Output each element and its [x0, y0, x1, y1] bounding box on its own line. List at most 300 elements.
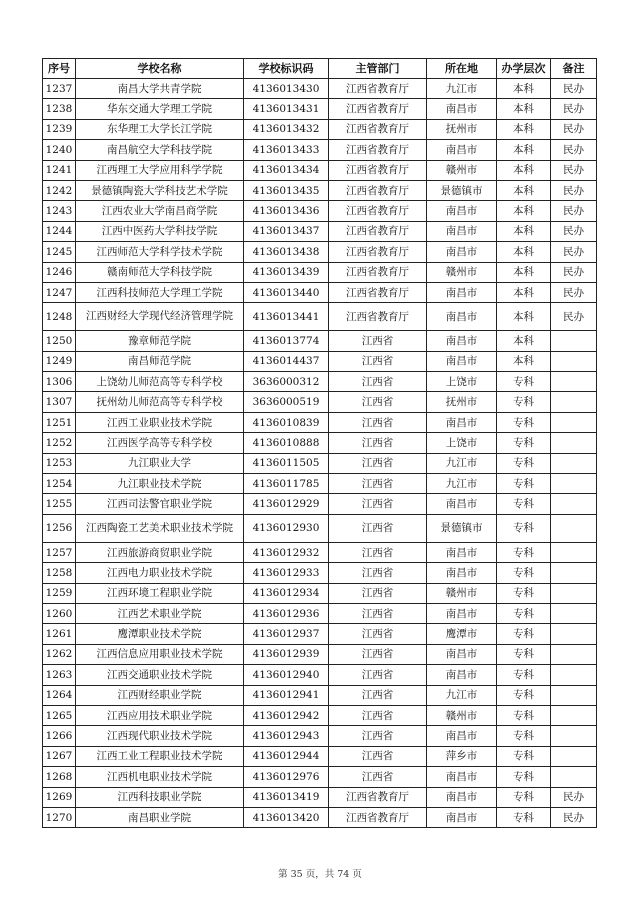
cell-index: 1263 — [43, 665, 76, 685]
cell-school-code: 4136013441 — [244, 303, 329, 331]
cell-school-name: 江西财经大学现代经济管理学院 — [76, 303, 244, 331]
table-row — [43, 453, 597, 473]
cell-school-code: 4136012944 — [244, 746, 329, 766]
cell-location: 南昌市 — [427, 542, 497, 562]
cell-department: 江西省 — [329, 746, 427, 766]
page-footer: 第 35 页，共 74 页 — [278, 869, 362, 880]
cell-location: 赣州市 — [427, 160, 497, 180]
cell-school-name: 江西司法警官职业学院 — [76, 494, 244, 514]
cell-department: 江西省教育厅 — [329, 160, 427, 180]
cell-location: 九江市 — [427, 453, 497, 473]
cell-school-code: 4136012943 — [244, 726, 329, 746]
cell-location: 南昌市 — [427, 563, 497, 583]
cell-location: 九江市 — [427, 685, 497, 705]
table-row — [43, 351, 597, 371]
cell-index: 1262 — [43, 644, 76, 664]
cell-department: 江西省教育厅 — [329, 282, 427, 302]
cell-remark — [551, 412, 597, 432]
table-row — [43, 201, 597, 221]
cell-level: 本科 — [497, 282, 551, 302]
cell-remark: 民办 — [551, 140, 597, 160]
table-row — [43, 474, 597, 494]
header-remark: 备注 — [551, 59, 597, 79]
cell-index: 1243 — [43, 201, 76, 221]
cell-level: 本科 — [497, 180, 551, 200]
cell-school-name: 江西中医药大学科技学院 — [76, 221, 244, 241]
cell-school-code: 4136013420 — [244, 807, 329, 827]
cell-remark — [551, 392, 597, 412]
cell-school-code: 4136013436 — [244, 201, 329, 221]
cell-level: 专科 — [497, 746, 551, 766]
cell-remark: 民办 — [551, 807, 597, 827]
cell-location: 南昌市 — [427, 644, 497, 664]
table-row — [43, 514, 597, 542]
cell-school-name: 九江职业大学 — [76, 453, 244, 473]
cell-location: 南昌市 — [427, 331, 497, 351]
cell-level: 专科 — [497, 665, 551, 685]
cell-school-code: 4136013435 — [244, 180, 329, 200]
cell-index: 1257 — [43, 542, 76, 562]
cell-school-code: 4136013440 — [244, 282, 329, 302]
cell-location: 赣州市 — [427, 583, 497, 603]
cell-remark — [551, 474, 597, 494]
table-row — [43, 262, 597, 282]
cell-department: 江西省 — [329, 433, 427, 453]
cell-level: 本科 — [497, 221, 551, 241]
cell-remark — [551, 494, 597, 514]
cell-school-code: 4136013430 — [244, 79, 329, 99]
cell-index: 1269 — [43, 787, 76, 807]
cell-department: 江西省 — [329, 767, 427, 787]
cell-school-code: 4136012976 — [244, 767, 329, 787]
cell-school-name: 南昌大学共青学院 — [76, 79, 244, 99]
cell-school-name: 江西应用技术职业学院 — [76, 705, 244, 725]
table-row — [43, 705, 597, 725]
cell-school-code: 3636000519 — [244, 392, 329, 412]
cell-location: 南昌市 — [427, 494, 497, 514]
cell-department: 江西省 — [329, 685, 427, 705]
cell-level: 专科 — [497, 372, 551, 392]
cell-school-name: 江西医学高等专科学校 — [76, 433, 244, 453]
cell-location: 南昌市 — [427, 412, 497, 432]
cell-school-name: 江西现代职业技术学院 — [76, 726, 244, 746]
cell-location: 南昌市 — [427, 351, 497, 371]
cell-level: 本科 — [497, 242, 551, 262]
cell-school-code: 3636000312 — [244, 372, 329, 392]
cell-remark — [551, 644, 597, 664]
cell-remark — [551, 351, 597, 371]
cell-remark — [551, 603, 597, 623]
cell-school-code: 4136012942 — [244, 705, 329, 725]
cell-school-name: 赣南师范大学科技学院 — [76, 262, 244, 282]
table-row — [43, 807, 597, 827]
header-row — [43, 59, 597, 79]
cell-level: 专科 — [497, 494, 551, 514]
table-row — [43, 746, 597, 766]
cell-location: 南昌市 — [427, 807, 497, 827]
cell-location: 南昌市 — [427, 201, 497, 221]
cell-school-code: 4136011785 — [244, 474, 329, 494]
cell-level: 专科 — [497, 453, 551, 473]
cell-location: 上饶市 — [427, 433, 497, 453]
cell-index: 1267 — [43, 746, 76, 766]
table-row — [43, 99, 597, 119]
cell-school-name: 江西旅游商贸职业学院 — [76, 542, 244, 562]
cell-index: 1255 — [43, 494, 76, 514]
header-location: 所在地 — [427, 59, 497, 79]
cell-department: 江西省 — [329, 392, 427, 412]
cell-school-name: 华东交通大学理工学院 — [76, 99, 244, 119]
cell-school-code: 4136013419 — [244, 787, 329, 807]
cell-location: 南昌市 — [427, 603, 497, 623]
cell-location: 南昌市 — [427, 767, 497, 787]
table-row — [43, 603, 597, 623]
header-department: 主管部门 — [329, 59, 427, 79]
cell-level: 专科 — [497, 767, 551, 787]
cell-school-name: 景德镇陶瓷大学科技艺术学院 — [76, 180, 244, 200]
cell-index: 1238 — [43, 99, 76, 119]
cell-department: 江西省 — [329, 351, 427, 371]
cell-location: 上饶市 — [427, 372, 497, 392]
cell-department: 江西省 — [329, 603, 427, 623]
table-row — [43, 221, 597, 241]
cell-remark — [551, 563, 597, 583]
cell-index: 1246 — [43, 262, 76, 282]
cell-location: 南昌市 — [427, 787, 497, 807]
cell-department: 江西省教育厅 — [329, 262, 427, 282]
cell-location: 抚州市 — [427, 392, 497, 412]
cell-index: 1265 — [43, 705, 76, 725]
cell-department: 江西省 — [329, 372, 427, 392]
cell-index: 1260 — [43, 603, 76, 623]
cell-school-code: 4136012932 — [244, 542, 329, 562]
cell-level: 专科 — [497, 514, 551, 542]
cell-index: 1249 — [43, 351, 76, 371]
cell-level: 专科 — [497, 563, 551, 583]
cell-school-name: 南昌师范学院 — [76, 351, 244, 371]
cell-level: 专科 — [497, 624, 551, 644]
schools-table-container — [42, 58, 596, 828]
header-school-name: 学校名称 — [76, 59, 244, 79]
cell-school-name: 江西电力职业技术学院 — [76, 563, 244, 583]
cell-location: 南昌市 — [427, 726, 497, 746]
cell-remark — [551, 665, 597, 685]
cell-level: 本科 — [497, 201, 551, 221]
cell-department: 江西省教育厅 — [329, 180, 427, 200]
cell-level: 专科 — [497, 412, 551, 432]
cell-index: 1245 — [43, 242, 76, 262]
cell-school-code: 4136013438 — [244, 242, 329, 262]
cell-remark — [551, 583, 597, 603]
cell-index: 1268 — [43, 767, 76, 787]
cell-remark: 民办 — [551, 242, 597, 262]
cell-level: 专科 — [497, 583, 551, 603]
cell-index: 1251 — [43, 412, 76, 432]
table-row — [43, 412, 597, 432]
cell-index: 1253 — [43, 453, 76, 473]
cell-remark — [551, 453, 597, 473]
cell-remark — [551, 433, 597, 453]
table-body — [43, 79, 597, 828]
cell-remark — [551, 624, 597, 644]
table-row — [43, 282, 597, 302]
cell-department: 江西省 — [329, 474, 427, 494]
cell-remark: 民办 — [551, 787, 597, 807]
cell-remark — [551, 372, 597, 392]
cell-remark: 民办 — [551, 160, 597, 180]
table-row — [43, 160, 597, 180]
table-row — [43, 787, 597, 807]
table-row — [43, 644, 597, 664]
cell-remark — [551, 767, 597, 787]
cell-school-name: 江西财经职业学院 — [76, 685, 244, 705]
cell-remark: 民办 — [551, 201, 597, 221]
cell-school-code: 4136012939 — [244, 644, 329, 664]
cell-location: 南昌市 — [427, 665, 497, 685]
cell-level: 本科 — [497, 140, 551, 160]
table-row — [43, 180, 597, 200]
cell-remark — [551, 514, 597, 542]
cell-school-code: 4136010839 — [244, 412, 329, 432]
cell-index: 1270 — [43, 807, 76, 827]
cell-index: 1252 — [43, 433, 76, 453]
cell-school-code: 4136013774 — [244, 331, 329, 351]
cell-remark: 民办 — [551, 282, 597, 302]
cell-school-name: 江西交通职业技术学院 — [76, 665, 244, 685]
cell-remark: 民办 — [551, 99, 597, 119]
cell-department: 江西省教育厅 — [329, 221, 427, 241]
cell-department: 江西省 — [329, 726, 427, 746]
cell-level: 专科 — [497, 392, 551, 412]
cell-school-name: 江西理工大学应用科学学院 — [76, 160, 244, 180]
cell-level: 专科 — [497, 542, 551, 562]
table-row — [43, 372, 597, 392]
cell-school-name: 江西工业工程职业技术学院 — [76, 746, 244, 766]
cell-level: 专科 — [497, 787, 551, 807]
table-row — [43, 583, 597, 603]
cell-level: 专科 — [497, 474, 551, 494]
cell-level: 专科 — [497, 807, 551, 827]
header-index: 序号 — [43, 59, 76, 79]
cell-department: 江西省 — [329, 331, 427, 351]
cell-level: 专科 — [497, 705, 551, 725]
table-row — [43, 624, 597, 644]
cell-level: 本科 — [497, 160, 551, 180]
cell-school-name: 江西环境工程职业学院 — [76, 583, 244, 603]
cell-location: 南昌市 — [427, 140, 497, 160]
cell-remark — [551, 685, 597, 705]
cell-school-code: 4136012941 — [244, 685, 329, 705]
cell-remark — [551, 542, 597, 562]
table-row — [43, 767, 597, 787]
cell-school-code: 4136013437 — [244, 221, 329, 241]
cell-school-name: 江西师范大学科学技术学院 — [76, 242, 244, 262]
cell-department: 江西省教育厅 — [329, 242, 427, 262]
table-row — [43, 563, 597, 583]
cell-location: 九江市 — [427, 474, 497, 494]
cell-index: 1237 — [43, 79, 76, 99]
header-school-code: 学校标识码 — [244, 59, 329, 79]
table-row — [43, 303, 597, 331]
cell-remark — [551, 726, 597, 746]
cell-index: 1259 — [43, 583, 76, 603]
table-row — [43, 140, 597, 160]
cell-index: 1248 — [43, 303, 76, 331]
cell-level: 专科 — [497, 726, 551, 746]
cell-remark — [551, 331, 597, 351]
cell-department: 江西省教育厅 — [329, 303, 427, 331]
cell-level: 本科 — [497, 262, 551, 282]
cell-location: 赣州市 — [427, 705, 497, 725]
cell-location: 萍乡市 — [427, 746, 497, 766]
cell-index: 1241 — [43, 160, 76, 180]
cell-school-code: 4136013433 — [244, 140, 329, 160]
cell-index: 1254 — [43, 474, 76, 494]
cell-location: 南昌市 — [427, 221, 497, 241]
cell-location: 景德镇市 — [427, 514, 497, 542]
cell-remark: 民办 — [551, 262, 597, 282]
cell-location: 鹰潭市 — [427, 624, 497, 644]
cell-department: 江西省教育厅 — [329, 99, 427, 119]
cell-index: 1266 — [43, 726, 76, 746]
cell-department: 江西省教育厅 — [329, 79, 427, 99]
cell-department: 江西省教育厅 — [329, 787, 427, 807]
cell-index: 1250 — [43, 331, 76, 351]
cell-school-code: 4136013432 — [244, 119, 329, 139]
cell-location: 景德镇市 — [427, 180, 497, 200]
cell-department: 江西省 — [329, 453, 427, 473]
cell-school-code: 4136013439 — [244, 262, 329, 282]
cell-level: 专科 — [497, 433, 551, 453]
cell-school-name: 江西机电职业技术学院 — [76, 767, 244, 787]
cell-level: 专科 — [497, 685, 551, 705]
cell-level: 本科 — [497, 331, 551, 351]
cell-school-code: 4136012933 — [244, 563, 329, 583]
cell-remark: 民办 — [551, 303, 597, 331]
cell-school-name: 东华理工大学长江学院 — [76, 119, 244, 139]
table-row — [43, 242, 597, 262]
cell-level: 本科 — [497, 351, 551, 371]
cell-school-name: 江西科技师范大学理工学院 — [76, 282, 244, 302]
cell-department: 江西省教育厅 — [329, 140, 427, 160]
cell-school-name: 江西信息应用职业技术学院 — [76, 644, 244, 664]
cell-department: 江西省 — [329, 665, 427, 685]
cell-remark — [551, 705, 597, 725]
cell-school-name: 江西工业职业技术学院 — [76, 412, 244, 432]
table-row — [43, 392, 597, 412]
cell-department: 江西省 — [329, 542, 427, 562]
cell-school-name: 江西农业大学南昌商学院 — [76, 201, 244, 221]
cell-school-code: 4136010888 — [244, 433, 329, 453]
cell-index: 1264 — [43, 685, 76, 705]
cell-location: 九江市 — [427, 79, 497, 99]
cell-department: 江西省 — [329, 514, 427, 542]
cell-remark: 民办 — [551, 180, 597, 200]
cell-location: 南昌市 — [427, 242, 497, 262]
schools-table — [42, 58, 597, 828]
cell-index: 1256 — [43, 514, 76, 542]
cell-index: 1261 — [43, 624, 76, 644]
table-row — [43, 542, 597, 562]
cell-index: 1306 — [43, 372, 76, 392]
cell-level: 专科 — [497, 603, 551, 623]
table-header — [43, 59, 597, 79]
cell-school-code: 4136013431 — [244, 99, 329, 119]
cell-location: 抚州市 — [427, 119, 497, 139]
cell-level: 本科 — [497, 99, 551, 119]
cell-school-code: 4136011505 — [244, 453, 329, 473]
cell-school-name: 鹰潭职业技术学院 — [76, 624, 244, 644]
cell-school-code: 4136012929 — [244, 494, 329, 514]
cell-location: 南昌市 — [427, 303, 497, 331]
table-row — [43, 665, 597, 685]
cell-index: 1239 — [43, 119, 76, 139]
cell-location: 赣州市 — [427, 262, 497, 282]
cell-index: 1258 — [43, 563, 76, 583]
cell-school-name: 南昌航空大学科技学院 — [76, 140, 244, 160]
cell-school-name: 江西陶瓷工艺美术职业技术学院 — [76, 514, 244, 542]
cell-school-name: 九江职业技术学院 — [76, 474, 244, 494]
cell-location: 南昌市 — [427, 282, 497, 302]
cell-department: 江西省 — [329, 583, 427, 603]
cell-level: 本科 — [497, 303, 551, 331]
cell-school-name: 抚州幼儿师范高等专科学校 — [76, 392, 244, 412]
cell-level: 本科 — [497, 79, 551, 99]
cell-school-code: 4136012937 — [244, 624, 329, 644]
table-row — [43, 119, 597, 139]
cell-index: 1307 — [43, 392, 76, 412]
cell-index: 1242 — [43, 180, 76, 200]
cell-school-name: 江西科技职业学院 — [76, 787, 244, 807]
cell-index: 1240 — [43, 140, 76, 160]
cell-location: 南昌市 — [427, 99, 497, 119]
cell-index: 1244 — [43, 221, 76, 241]
cell-department: 江西省教育厅 — [329, 807, 427, 827]
cell-department: 江西省 — [329, 624, 427, 644]
cell-department: 江西省 — [329, 494, 427, 514]
cell-remark — [551, 746, 597, 766]
table-row — [43, 433, 597, 453]
cell-school-name: 豫章师范学院 — [76, 331, 244, 351]
cell-school-code: 4136012936 — [244, 603, 329, 623]
cell-school-code: 4136013434 — [244, 160, 329, 180]
cell-school-code: 4136012934 — [244, 583, 329, 603]
table-row — [43, 685, 597, 705]
cell-school-code: 4136012940 — [244, 665, 329, 685]
cell-index: 1247 — [43, 282, 76, 302]
cell-remark: 民办 — [551, 119, 597, 139]
cell-school-name: 上饶幼儿师范高等专科学校 — [76, 372, 244, 392]
cell-department: 江西省 — [329, 563, 427, 583]
table-row — [43, 494, 597, 514]
cell-school-code: 4136012930 — [244, 514, 329, 542]
cell-department: 江西省 — [329, 412, 427, 432]
cell-department: 江西省教育厅 — [329, 119, 427, 139]
cell-department: 江西省 — [329, 644, 427, 664]
cell-department: 江西省教育厅 — [329, 201, 427, 221]
table-row — [43, 726, 597, 746]
cell-school-name: 江西艺术职业学院 — [76, 603, 244, 623]
cell-school-name: 南昌职业学院 — [76, 807, 244, 827]
table-row — [43, 79, 597, 99]
cell-level: 本科 — [497, 119, 551, 139]
header-level: 办学层次 — [497, 59, 551, 79]
table-row — [43, 331, 597, 351]
cell-school-code: 4136014437 — [244, 351, 329, 371]
cell-remark: 民办 — [551, 79, 597, 99]
cell-remark: 民办 — [551, 221, 597, 241]
cell-department: 江西省 — [329, 705, 427, 725]
